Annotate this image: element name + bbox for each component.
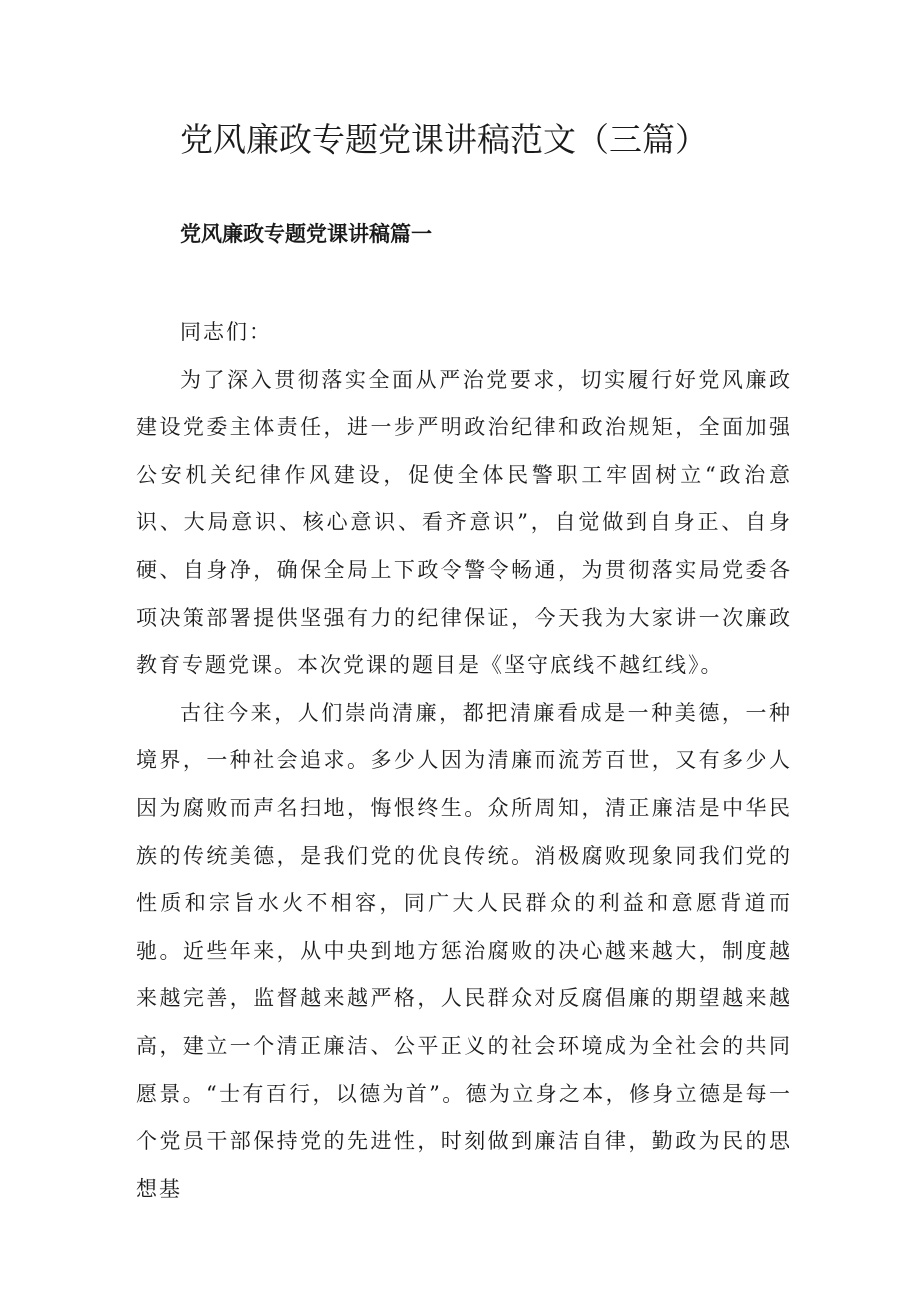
salutation: 同志们：	[180, 320, 272, 344]
document-title: 党风廉政专题党课讲稿范文（三篇）	[180, 120, 708, 159]
paragraph-1: 为了深入贯彻落实全面从严治党要求，切实履行好党风廉政建设党委主体责任，进一步严明政治纪律和政治规矩，全面加强公安机关纪律作风建设，促使全体民警职工牢固树立“政治意识、大局意识、核心意识、看齐意识”，自觉做到自身正、自身硬、自身净，确保全局上下政令警令畅通，为贯彻落实局党委各项决策部署提供坚强有力的纪律保证，今天我为大家讲一次廉政教育专题党课。本次党课的题目是《坚守底线不越红线》。	[136, 367, 792, 678]
document-body	[136, 309, 792, 1213]
section-heading: 党风廉政专题党课讲稿篇一	[180, 222, 432, 246]
paragraph-2: 古往今来，人们崇尚清廉，都把清廉看成是一种美德，一种境界，一种社会追求。多少人因为清廉而流芳百世，又有多少人因为腐败而声名扫地，悔恨终生。众所周知，清正廉洁是中华民族的传统美德，是我们党的优良传统。消极腐败现象同我们党的性质和宗旨水火不相容，同广大人民群众的利益和意愿背道而驰。近些年来，从中央到地方惩治腐败的决心越来越大，制度越来越完善，监督越来越严格，人民群众对反腐倡廉的期望越来越高，建立一个清正廉洁、公平正义的社会环境成为全社会的共同愿景。“士有百行，以德为首”。德为立身之本，修身立德是每一个党员干部保持党的先进性，时刻做到廉洁自律，勤政为民的思想基	[136, 700, 792, 1201]
